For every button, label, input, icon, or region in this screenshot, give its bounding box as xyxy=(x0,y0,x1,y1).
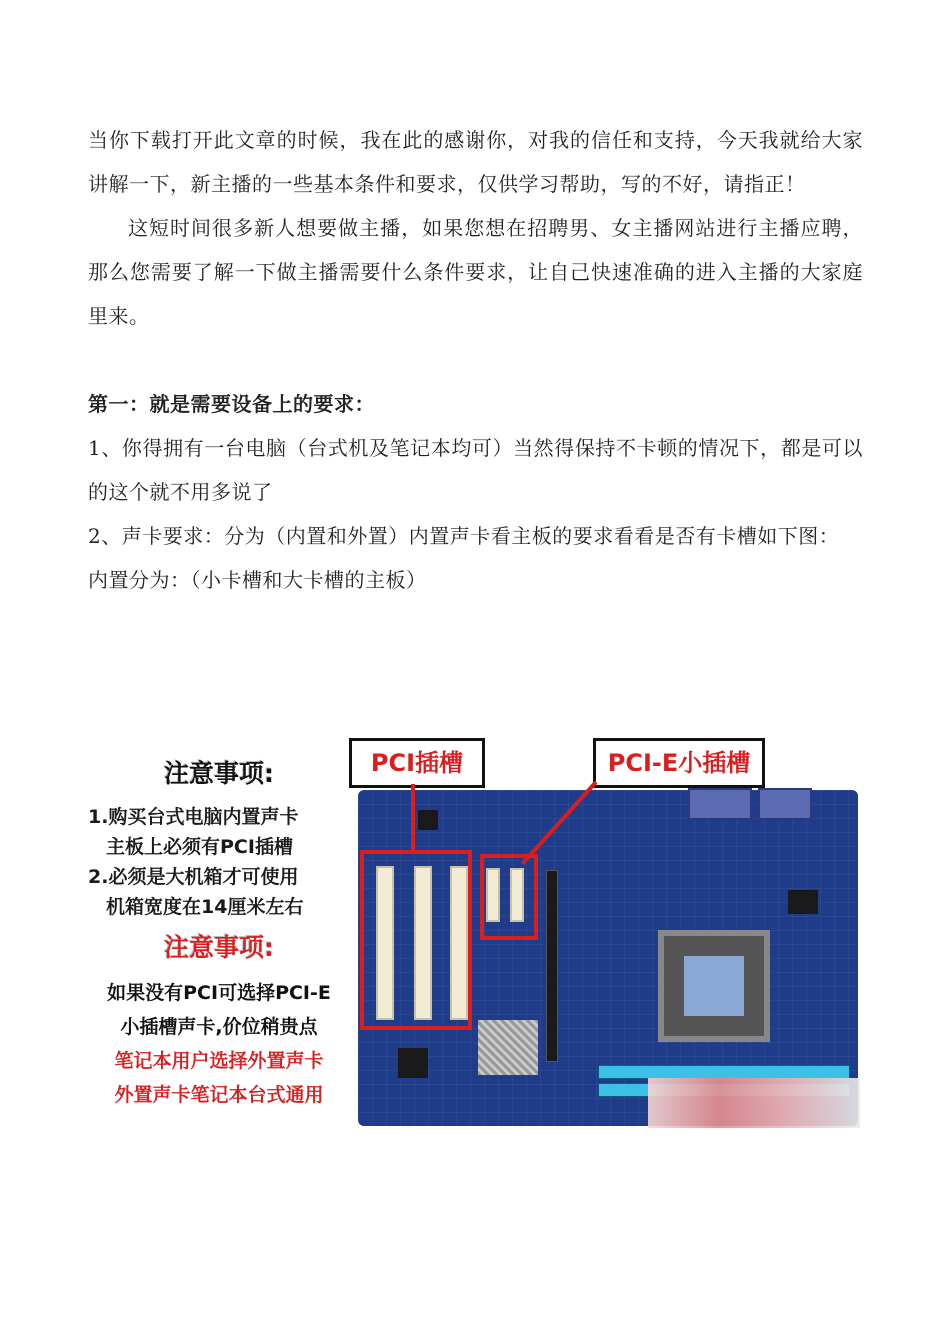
note-2b: 机箱宽度在14厘米左右 xyxy=(106,896,304,918)
notes-title-2: 注意事项: xyxy=(164,933,274,962)
motherboard-figure xyxy=(88,730,860,1128)
chip xyxy=(788,890,818,914)
chip xyxy=(418,810,438,830)
cpu-socket xyxy=(658,930,770,1042)
list-item-soundcard: 2、声卡要求：分为（内置和外置）内置声卡看主板的要求看看是否有卡槽如下图： xyxy=(88,524,840,548)
chipset-heatsink xyxy=(478,1020,538,1075)
pcie-x16-slot xyxy=(546,870,558,1062)
pci-highlight-box xyxy=(360,850,472,1030)
notes-panel xyxy=(88,744,350,1124)
io-port xyxy=(688,788,752,820)
notes-title-1: 注意事项: xyxy=(164,759,274,788)
pci-slot-label: PCI插槽 xyxy=(349,738,485,788)
context-paragraph: 这短时间很多新人想要做主播，如果您想在招聘男、女主播网站进行主播应聘，那么您需要了解一下做主播需要什么条件要求，让自己快速准确的进入主播的大家庭里来。 xyxy=(88,216,863,328)
ram-slot xyxy=(598,1065,850,1079)
watermark-blur xyxy=(648,1078,860,1128)
note-3a: 如果没有PCI可选择PCI-E xyxy=(107,982,331,1004)
list-item-internal-types: 内置分为：（小卡槽和大卡槽的主板） xyxy=(88,568,427,592)
note-3b: 小插槽声卡,价位稍贵点 xyxy=(120,1016,318,1038)
note-1a: 1.购买台式电脑内置声卡 xyxy=(88,806,299,828)
list-item-computer: 1、你得拥有一台电脑（台式机及笔记本均可）当然得保持不卡顿的情况下，都是可以的这个就不用多说了 xyxy=(88,436,863,504)
io-port xyxy=(758,788,812,820)
note-1b: 主板上必须有PCI插槽 xyxy=(106,836,293,858)
section-heading: 第一：就是需要设备上的要求： xyxy=(88,392,375,416)
chip xyxy=(398,1048,428,1078)
intro-paragraph: 当你下载打开此文章的时候，我在此的感谢你，对我的信任和支持，今天我就给大家讲解一下，新主播的一些基本条件和要求，仅供学习帮助，写的不好，请指正！ xyxy=(88,128,863,196)
note-2a: 2.必须是大机箱才可使用 xyxy=(88,866,299,888)
document-body xyxy=(88,118,863,602)
pci-arrow xyxy=(411,784,415,852)
pcie-highlight-box xyxy=(480,854,538,940)
note-4b: 外置声卡笔记本台式通用 xyxy=(114,1084,324,1106)
note-4a: 笔记本用户选择外置声卡 xyxy=(114,1050,324,1072)
pcie-slot-label: PCI-E小插槽 xyxy=(593,738,765,788)
